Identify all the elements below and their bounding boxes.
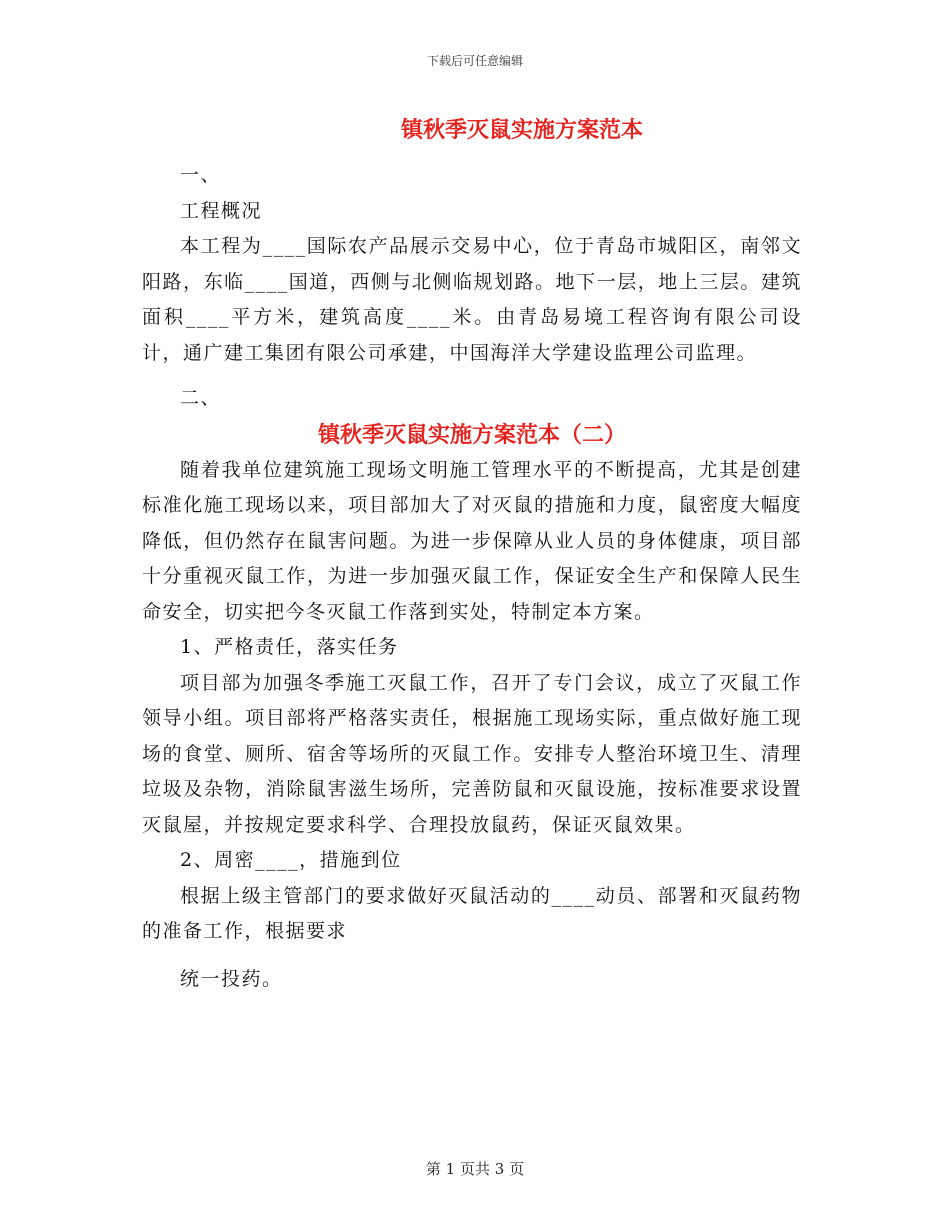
- section-heading-overview: 工程概况: [180, 199, 263, 222]
- item-heading-2: 2、周密____，措施到位: [180, 849, 402, 871]
- document-body: [142, 112, 802, 997]
- document-title: 镇秋季灭鼠实施方案范本: [400, 117, 643, 143]
- paragraph-item-1: 项目部为加强冬季施工灭鼠工作，召开了专门会议，成立了灭鼠工作领导小组。项目部将严格落实责任，根据施工现场实际，重点做好施工现场的食堂、厕所、宿舍等场所的灭鼠工作。安排专人整治环境卫生、清理垃圾及杂物，消除鼠害滋生场所，完善防鼠和灭鼠设施，按标准要求设置灭鼠屋，并按规定要求科学、合理投放鼠药，保证灭鼠效果。: [142, 671, 802, 836]
- item-heading-1: 1、严格责任，落实任务: [180, 636, 399, 658]
- page-footer: 第 1 页共 3 页: [425, 1160, 525, 1178]
- document-title-2: 镇秋季灭鼠实施方案范本（二）: [317, 421, 626, 448]
- paragraph-item-2-cont: 统一投药。: [180, 967, 283, 990]
- paragraph-item-2: 根据上级主管部门的要求做好灭鼠活动的____动员、部署和灭鼠药物的准备工作，根据要求: [142, 884, 802, 942]
- paragraph-intro: 随着我单位建筑施工现场文明施工管理水平的不断提高，尤其是创建标准化施工现场以来，项目部加大了对灭鼠的措施和力度，鼠密度大幅度降低，但仍然存在鼠害问题。为进一步保障从业人员的身体健康，项目部十分重视灭鼠工作，为进一步加强灭鼠工作，保证安全生产和保障人民生命安全，切实把今冬灭鼠工作落到实处，特制定本方案。: [142, 458, 802, 623]
- page-header: 下载后可任意编辑: [426, 54, 523, 68]
- paragraph-overview: 本工程为____国际农产品展示交易中心，位于青岛市城阳区，南邻文阳路，东临____国道，西侧与北侧临规划路。地下一层，地上三层。建筑面积____平方米，建筑高度____米。由青岛易境工程咨询有限公司设计，通广建工集团有限公司承建，中国海洋大学建设监理公司监理。: [142, 235, 802, 364]
- section-number-1: 一、: [180, 164, 222, 186]
- section-number-2: 二、: [180, 387, 222, 409]
